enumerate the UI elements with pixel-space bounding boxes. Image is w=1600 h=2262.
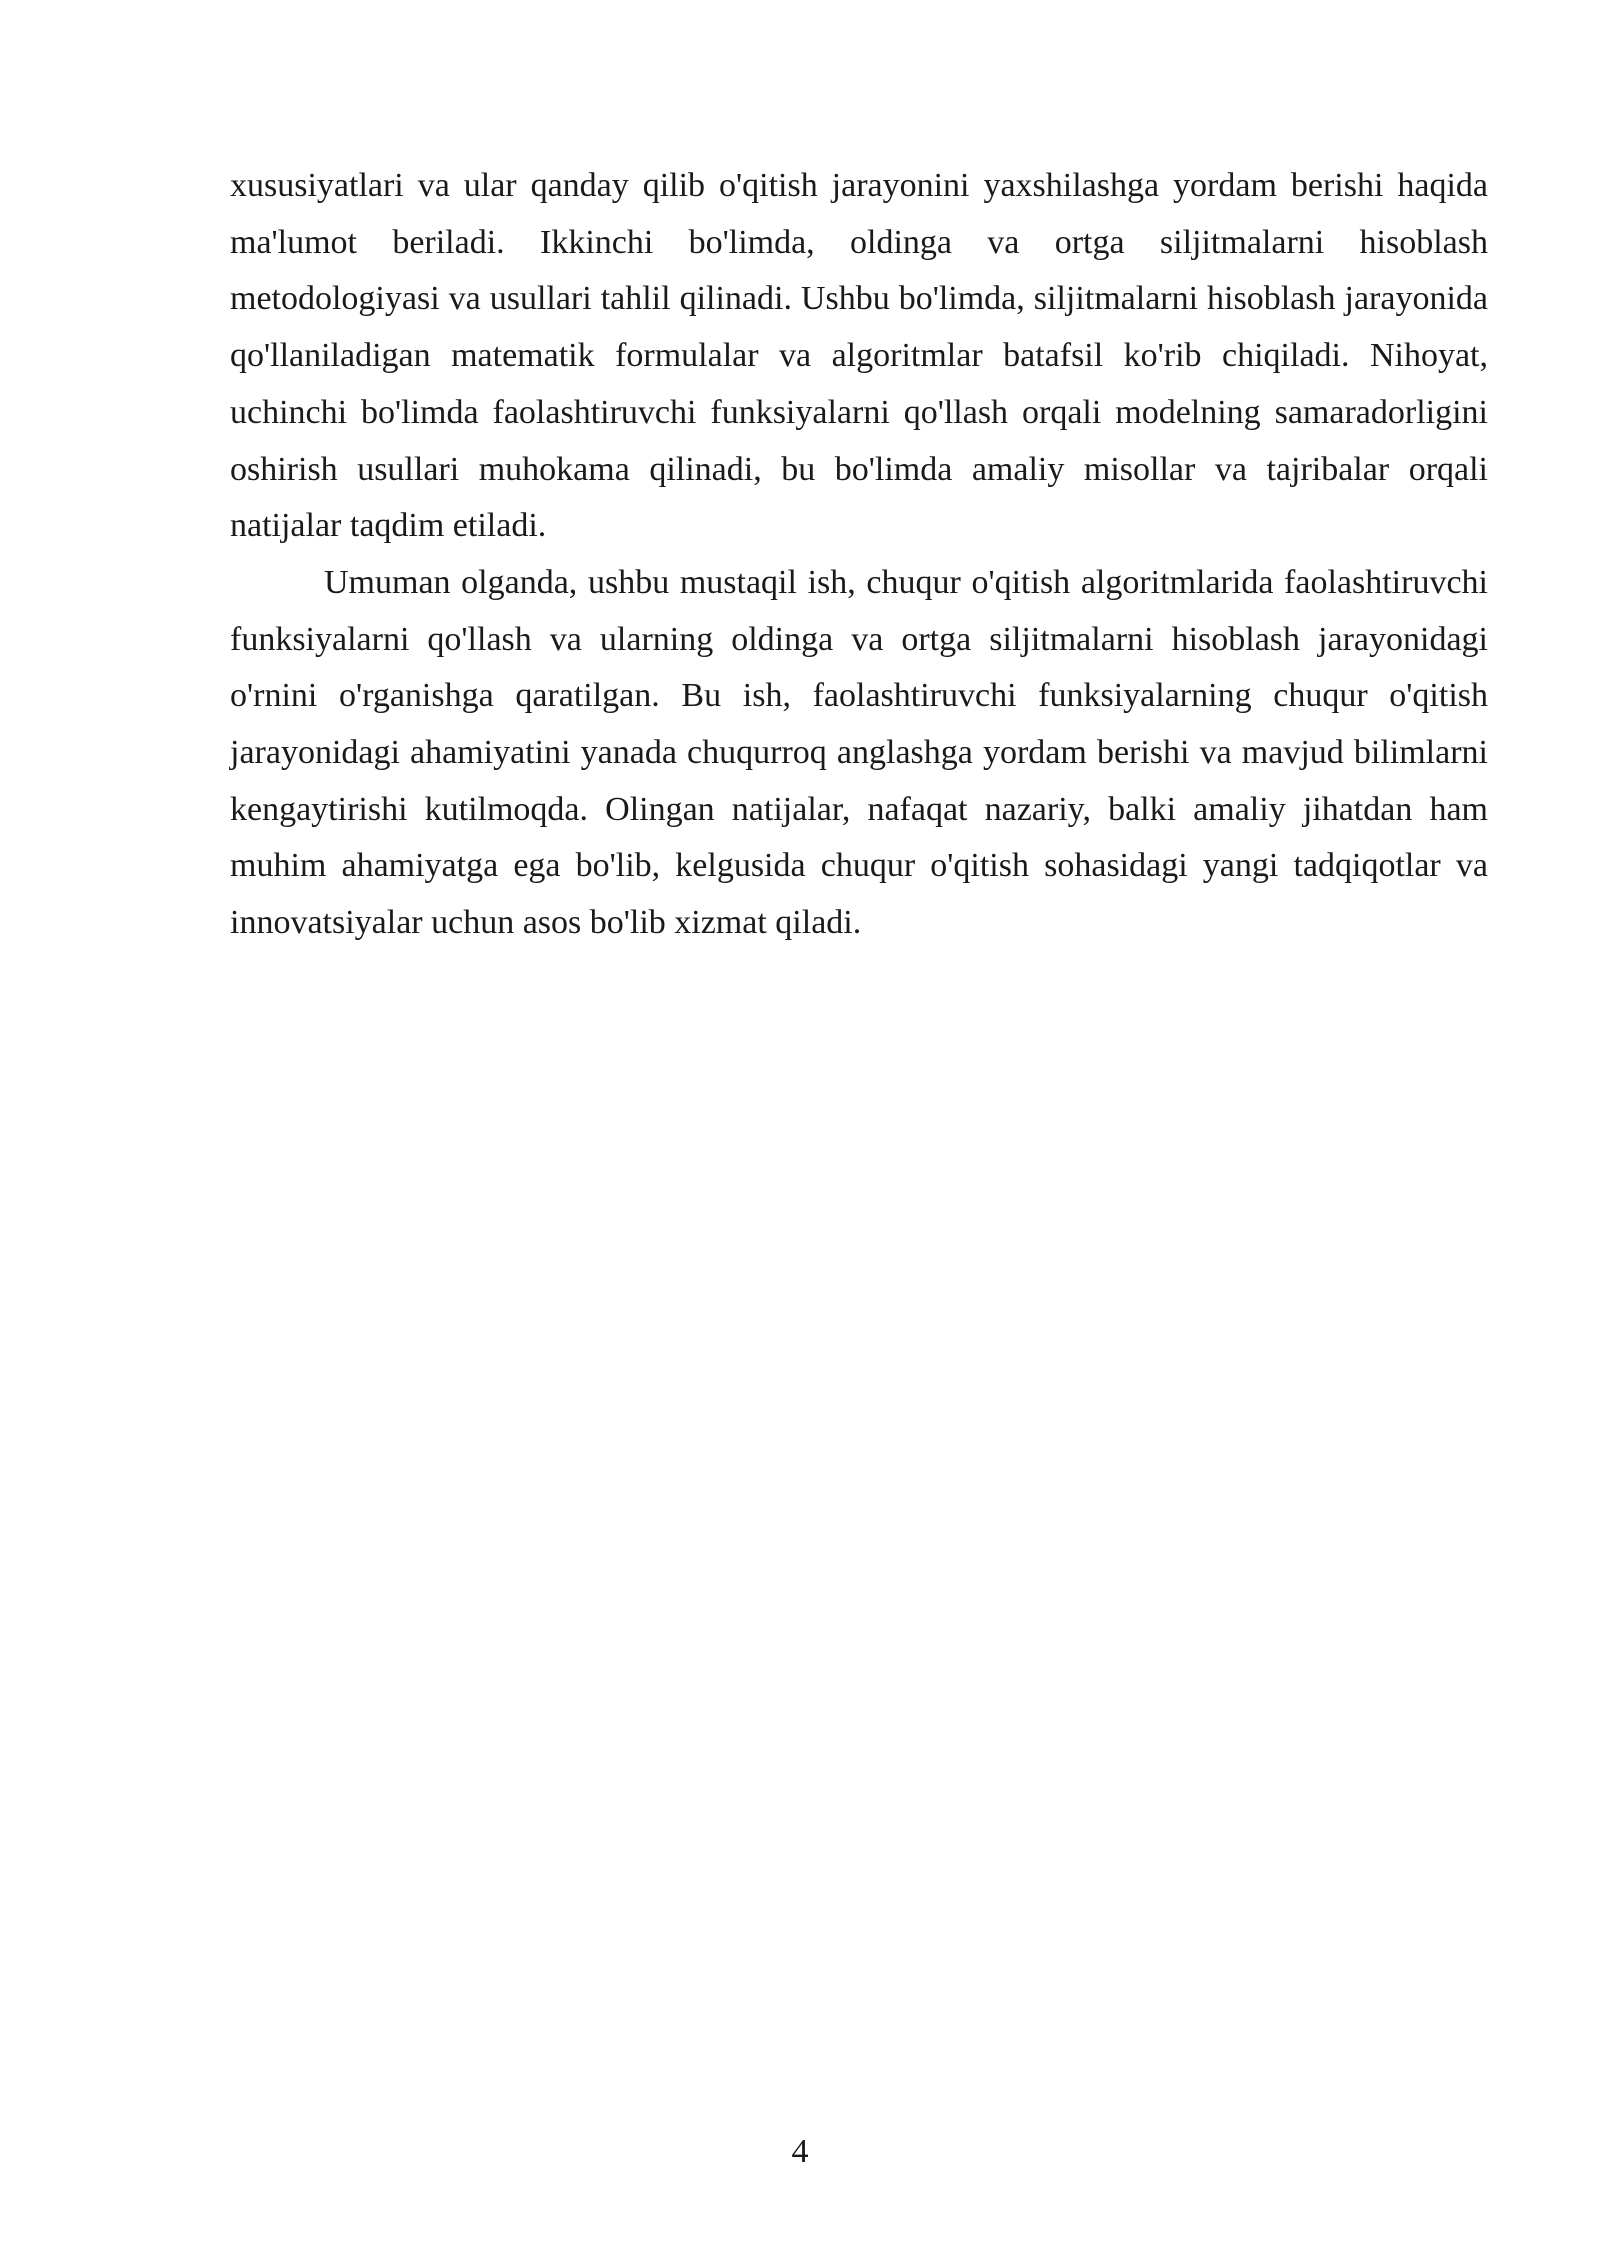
paragraph-conclusion: Umuman olganda, ushbu mustaqil ish, chuqur o'qitish algoritmlarida faolashtiruvchi funksiyalarni qo'llash va ularning oldinga va ortga siljitmalarni hisoblash jarayonidagi o'rnini o'rganishga qaratilgan. Bu ish, faolashtiruvchi funksiyalarning chuqur o'qitish jarayonidagi ahamiyatini yanada chuqurroq anglashga yordam berishi va mavjud bilimlarni kengaytirishi kutilmoqda. Olingan natijalar, nafaqat nazariy, balki amaliy jihatdan ham muhim ahamiyatga ega bo'lib, kelgusida chuqur o'qitish sohasidagi yangi tadqiqotlar va innovatsiyalar uchun asos bo'lib xizmat qiladi. (230, 563, 1488, 942)
body-text (230, 158, 1488, 952)
paragraph-continuation: xususiyatlari va ular qanday qilib o'qitish jarayonini yaxshilashga yordam berishi haqida ma'lumot beriladi. Ikkinchi bo'limda, oldinga va ortga siljitmalarni hisoblash metodologiyasi va usullari tahlil qilinadi. Ushbu bo'limda, siljitmalarni hisoblash jarayonida qo'llaniladigan matematik formulalar va algoritmlar batafsil ko'rib chiqiladi. Nihoyat, uchinchi bo'limda faolashtiruvchi funksiyalarni qo'llash orqali modelning samaradorligini oshirish usullari muhokama qilinadi, bu bo'limda amaliy misollar va tajribalar orqali natijalar taqdim etiladi. (230, 167, 1488, 545)
page-number: 4 (791, 2133, 809, 2170)
